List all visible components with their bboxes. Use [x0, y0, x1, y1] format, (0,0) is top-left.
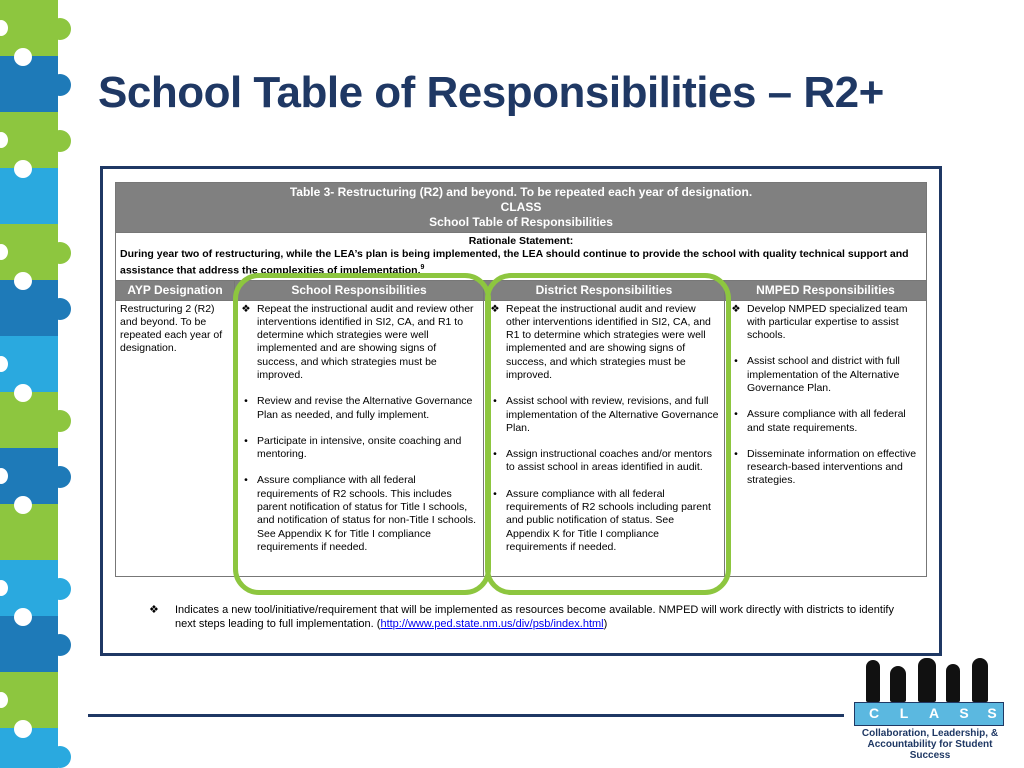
footnote-bullet-icon: ❖: [149, 604, 159, 616]
puzzle-piece-icon: [0, 672, 58, 728]
rationale-footnote-mark: 9: [420, 264, 425, 271]
list-item: • Assist school with review, revisions, and full implementation of the Alternative Governance Plan.: [488, 395, 720, 435]
bullet-icon: ❖: [490, 302, 500, 315]
puzzle-piece-icon: [0, 112, 58, 168]
ayp-cell: Restructuring 2 (R2) and beyond. To be repeated each year of designation.: [116, 300, 235, 576]
list-item: • Assist school and district with full implementation of the Alternative Governance Plan.: [729, 355, 922, 395]
bullet-icon: •: [734, 408, 738, 421]
school-responsibilities-cell: [235, 300, 484, 576]
table-header-class: CLASS: [500, 200, 542, 214]
bullet-icon: •: [493, 487, 497, 500]
student-silhouette-icon: [918, 658, 936, 702]
logo-letter: A: [928, 705, 940, 721]
logo-tagline-1: Collaboration, Leadership, &: [861, 728, 999, 739]
rationale-cell: [116, 233, 927, 281]
list-item: ❖ Repeat the instructional audit and review other interventions identified in SI2, CA, and R1 to determine which strategies were well implemented and are showing signs of success, and which strategies must be improved.: [488, 303, 720, 383]
list-item: • Assign instructional coaches and/or mentors to assist school in areas identified in audit.: [488, 448, 720, 475]
puzzle-piece-icon: [0, 448, 58, 504]
bullet-icon: •: [244, 474, 248, 487]
column-header-district: District Responsibilities: [484, 280, 725, 300]
list-item: • Disseminate information on effective research-based interventions and strategies.: [729, 448, 922, 488]
class-logo: [850, 654, 1010, 761]
list-item: ❖ Repeat the instructional audit and review other interventions identified in SI2, CA, and R1 to determine which strategies were well implemented and are showing signs of success, and which strategies must be improved.: [239, 303, 479, 383]
rationale-text: During year two of restructuring, while the LEA’s plan is being implemented, the LEA should continue to provide the school with quality technical support and assistance that address the complexities of implementation.: [120, 248, 909, 277]
logo-tagline-2: Accountability for Student Success: [867, 739, 993, 761]
bottom-divider: [88, 714, 844, 717]
student-silhouette-icon: [946, 664, 960, 702]
list-item: • Participate in intensive, onsite coaching and mentoring.: [239, 435, 479, 462]
nmped-responsibilities-cell: [725, 300, 927, 576]
table-header-subtitle: School Table of Responsibilities: [429, 215, 613, 229]
puzzle-piece-icon: [0, 280, 58, 336]
column-header-school: School Responsibilities: [235, 280, 484, 300]
footnote-link[interactable]: http://www.ped.state.nm.us/div/psb/index.html: [380, 618, 604, 630]
puzzle-piece-icon: [0, 560, 58, 616]
bullet-icon: •: [493, 395, 497, 408]
puzzle-piece-icon: [0, 0, 58, 56]
puzzle-piece-icon: [0, 168, 58, 224]
bullet-icon: ❖: [731, 302, 741, 315]
student-silhouette-icon: [866, 660, 880, 702]
bullet-icon: •: [244, 395, 248, 408]
bullet-icon: •: [734, 355, 738, 368]
footnote-text-block: [149, 603, 909, 631]
logo-letter: C: [868, 705, 880, 721]
puzzle-piece-icon: [0, 616, 58, 672]
list-item: ❖ Develop NMPED specialized team with particular expertise to assist schools.: [729, 303, 922, 343]
graduate-silhouette-icon: [972, 658, 988, 702]
school-list: [239, 303, 479, 555]
district-list: [488, 303, 720, 555]
bullet-icon: ❖: [241, 302, 251, 315]
list-item: • Assure compliance with all federal requirements of R2 schools including parent and public notification of status. See Appendix K for Title I compliance requirements if needed.: [488, 488, 720, 554]
footnote-text: Indicates a new tool/initiative/requirement that will be implemented as resources become available. NMPED will work directly with districts to identify next steps leading to full implementation. (: [175, 604, 894, 630]
column-header-nmped: NMPED Responsibilities: [725, 280, 927, 300]
bullet-icon: •: [244, 434, 248, 447]
responsibilities-table: [115, 182, 927, 577]
list-item: • Assure compliance with all federal requirements of R2 schools. This includes parent notification of status for Title I schools, and notification of status for non-Title I schools. See Appendix K for Title I compliance requirements if needed.: [239, 474, 479, 554]
document-frame: [100, 166, 942, 656]
puzzle-piece-icon: [0, 504, 58, 560]
list-item: • Assure compliance with all federal and state requirements.: [729, 408, 922, 435]
puzzle-piece-icon: [0, 392, 58, 448]
puzzle-piece-icon: [0, 56, 58, 112]
district-responsibilities-cell: [484, 300, 725, 576]
logo-letter: S: [959, 705, 969, 721]
bullet-icon: •: [734, 447, 738, 460]
rationale-statement: [120, 248, 922, 278]
list-item: • Review and revise the Alternative Governance Plan as needed, and fully implement.: [239, 395, 479, 422]
puzzle-piece-icon: [0, 728, 58, 768]
slide-title: School Table of Responsibilities – R2+: [98, 68, 884, 117]
logo-letter: S: [987, 705, 997, 721]
puzzle-border-decoration: [0, 0, 72, 768]
puzzle-piece-icon: [0, 224, 58, 280]
nmped-list: [729, 303, 922, 488]
bullet-icon: •: [493, 448, 497, 461]
footnote-close: ): [603, 618, 608, 630]
rationale-label: Rationale Statement:: [468, 235, 574, 247]
puzzle-piece-icon: [0, 336, 58, 392]
student-silhouette-icon: [890, 666, 906, 702]
table-header: [116, 183, 927, 233]
footnote: [149, 603, 909, 631]
column-header-ayp: AYP Designation: [116, 280, 235, 300]
table-header-title: Table 3- Restructuring (R2) and beyond. To be repeated each year of designation.: [289, 185, 753, 199]
logo-letter: L: [899, 705, 909, 721]
